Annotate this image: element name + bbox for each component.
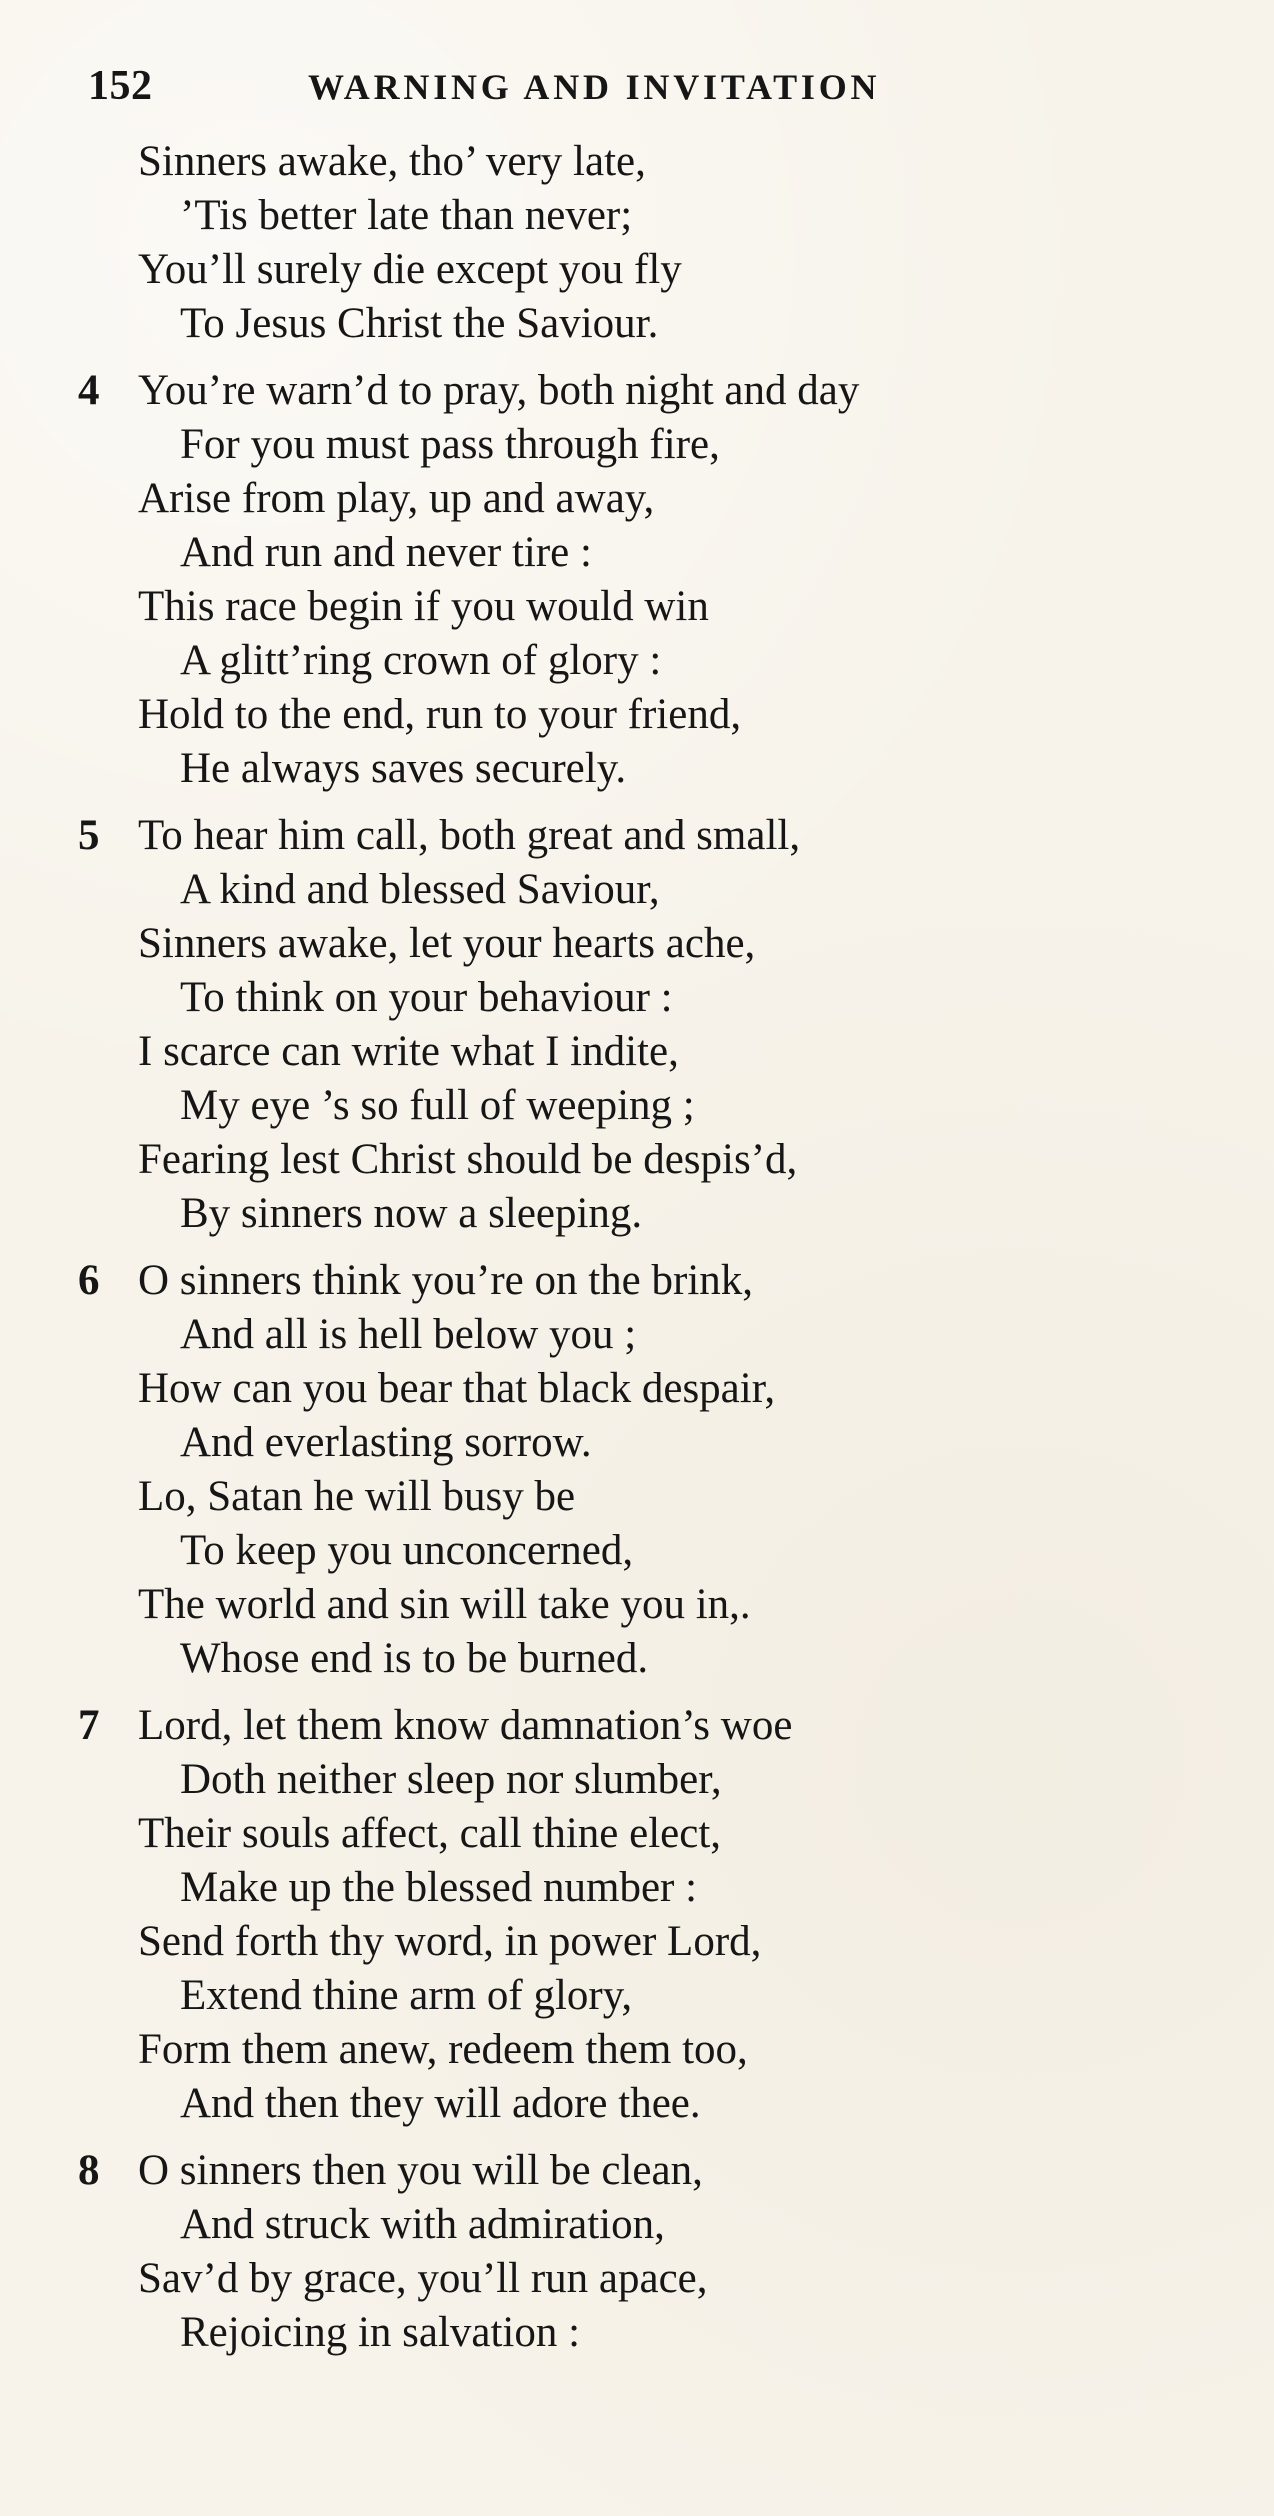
stanza-number: 7 <box>78 1702 100 1749</box>
verse-line: And all is hell below you ; <box>180 1311 637 1358</box>
running-title: WARNING AND INVITATION <box>308 67 881 107</box>
verse-line: He always saves securely. <box>180 745 627 792</box>
stanza-4 <box>78 364 1218 796</box>
verse-line: Their souls affect, call thine elect, <box>138 1810 722 1857</box>
verse-line: The world and sin will take you in,. <box>138 1581 751 1628</box>
verse-line: I scarce can write what I indite, <box>138 1028 679 1075</box>
verse-line: Whose end is to be burned. <box>180 1635 649 1682</box>
verse-line: O sinners think you’re on the brink, <box>138 1257 754 1304</box>
verse-line: Lord, let them know damnation’s woe <box>138 1702 793 1749</box>
verse-line: And run and never tire : <box>180 529 592 576</box>
verse-line: You’ll surely die except you fly <box>138 246 682 293</box>
hymn-text <box>78 135 1218 2360</box>
verse-line: Hold to the end, run to your friend, <box>138 691 742 738</box>
verse-line: A glitt’ring crown of glory : <box>180 637 662 684</box>
verse-line: And struck with admiration, <box>180 2201 665 2248</box>
stanza-number: 5 <box>78 812 100 859</box>
verse-line: Lo, Satan he will busy be <box>138 1473 576 1520</box>
verse-line: Sav’d by grace, you’ll run apace, <box>138 2255 708 2302</box>
verse-line: ’Tis better late than never; <box>180 192 633 239</box>
verse-line: A kind and blessed Saviour, <box>180 866 660 913</box>
verse-line: Rejoicing in salvation : <box>180 2309 581 2356</box>
verse-line: You’re warn’d to pray, both night and day <box>138 367 860 414</box>
verse-line: Sinners awake, let your hearts ache, <box>138 920 756 967</box>
verse-line: Arise from play, up and away, <box>138 475 655 522</box>
verse-line: O sinners then you will be clean, <box>138 2147 703 2194</box>
stanza-number: 6 <box>78 1257 100 1304</box>
stanza-continuation <box>78 135 1218 351</box>
verse-line: My eye ’s so full of weeping ; <box>180 1082 695 1129</box>
stanza-number: 4 <box>78 367 100 414</box>
verse-line: To think on your behaviour : <box>180 974 673 1021</box>
verse-line: This race begin if you would win <box>138 583 709 630</box>
verse-line: Make up the blessed number : <box>180 1864 698 1911</box>
verse-line: Sinners awake, tho’ very late, <box>138 138 646 185</box>
verse-line: And everlasting sorrow. <box>180 1419 592 1466</box>
stanza-number: 8 <box>78 2147 100 2194</box>
verse-line: Fearing lest Christ should be despis’d, <box>138 1136 798 1183</box>
verse-line: To keep you unconcerned, <box>180 1527 634 1574</box>
page-number: 152 <box>88 63 153 109</box>
verse-line: To Jesus Christ the Saviour. <box>180 300 659 347</box>
stanza-5 <box>78 809 1218 1241</box>
page-header <box>88 62 1188 122</box>
verse-line: How can you bear that black despair, <box>138 1365 776 1412</box>
verse-line: Extend thine arm of glory, <box>180 1972 633 2019</box>
verse-line: By sinners now a sleeping. <box>180 1190 643 1237</box>
verse-line: To hear him call, both great and small, <box>138 812 801 859</box>
stanza-8 <box>78 2144 1218 2360</box>
verse-line: For you must pass through fire, <box>180 421 720 468</box>
verse-line: Form them anew, redeem them too, <box>138 2026 748 2073</box>
stanza-7 <box>78 1699 1218 2131</box>
verse-line: And then they will adore thee. <box>180 2080 701 2127</box>
verse-line: Doth neither sleep nor slumber, <box>180 1756 722 1803</box>
verse-line: Send forth thy word, in power Lord, <box>138 1918 762 1965</box>
stanza-6 <box>78 1254 1218 1686</box>
